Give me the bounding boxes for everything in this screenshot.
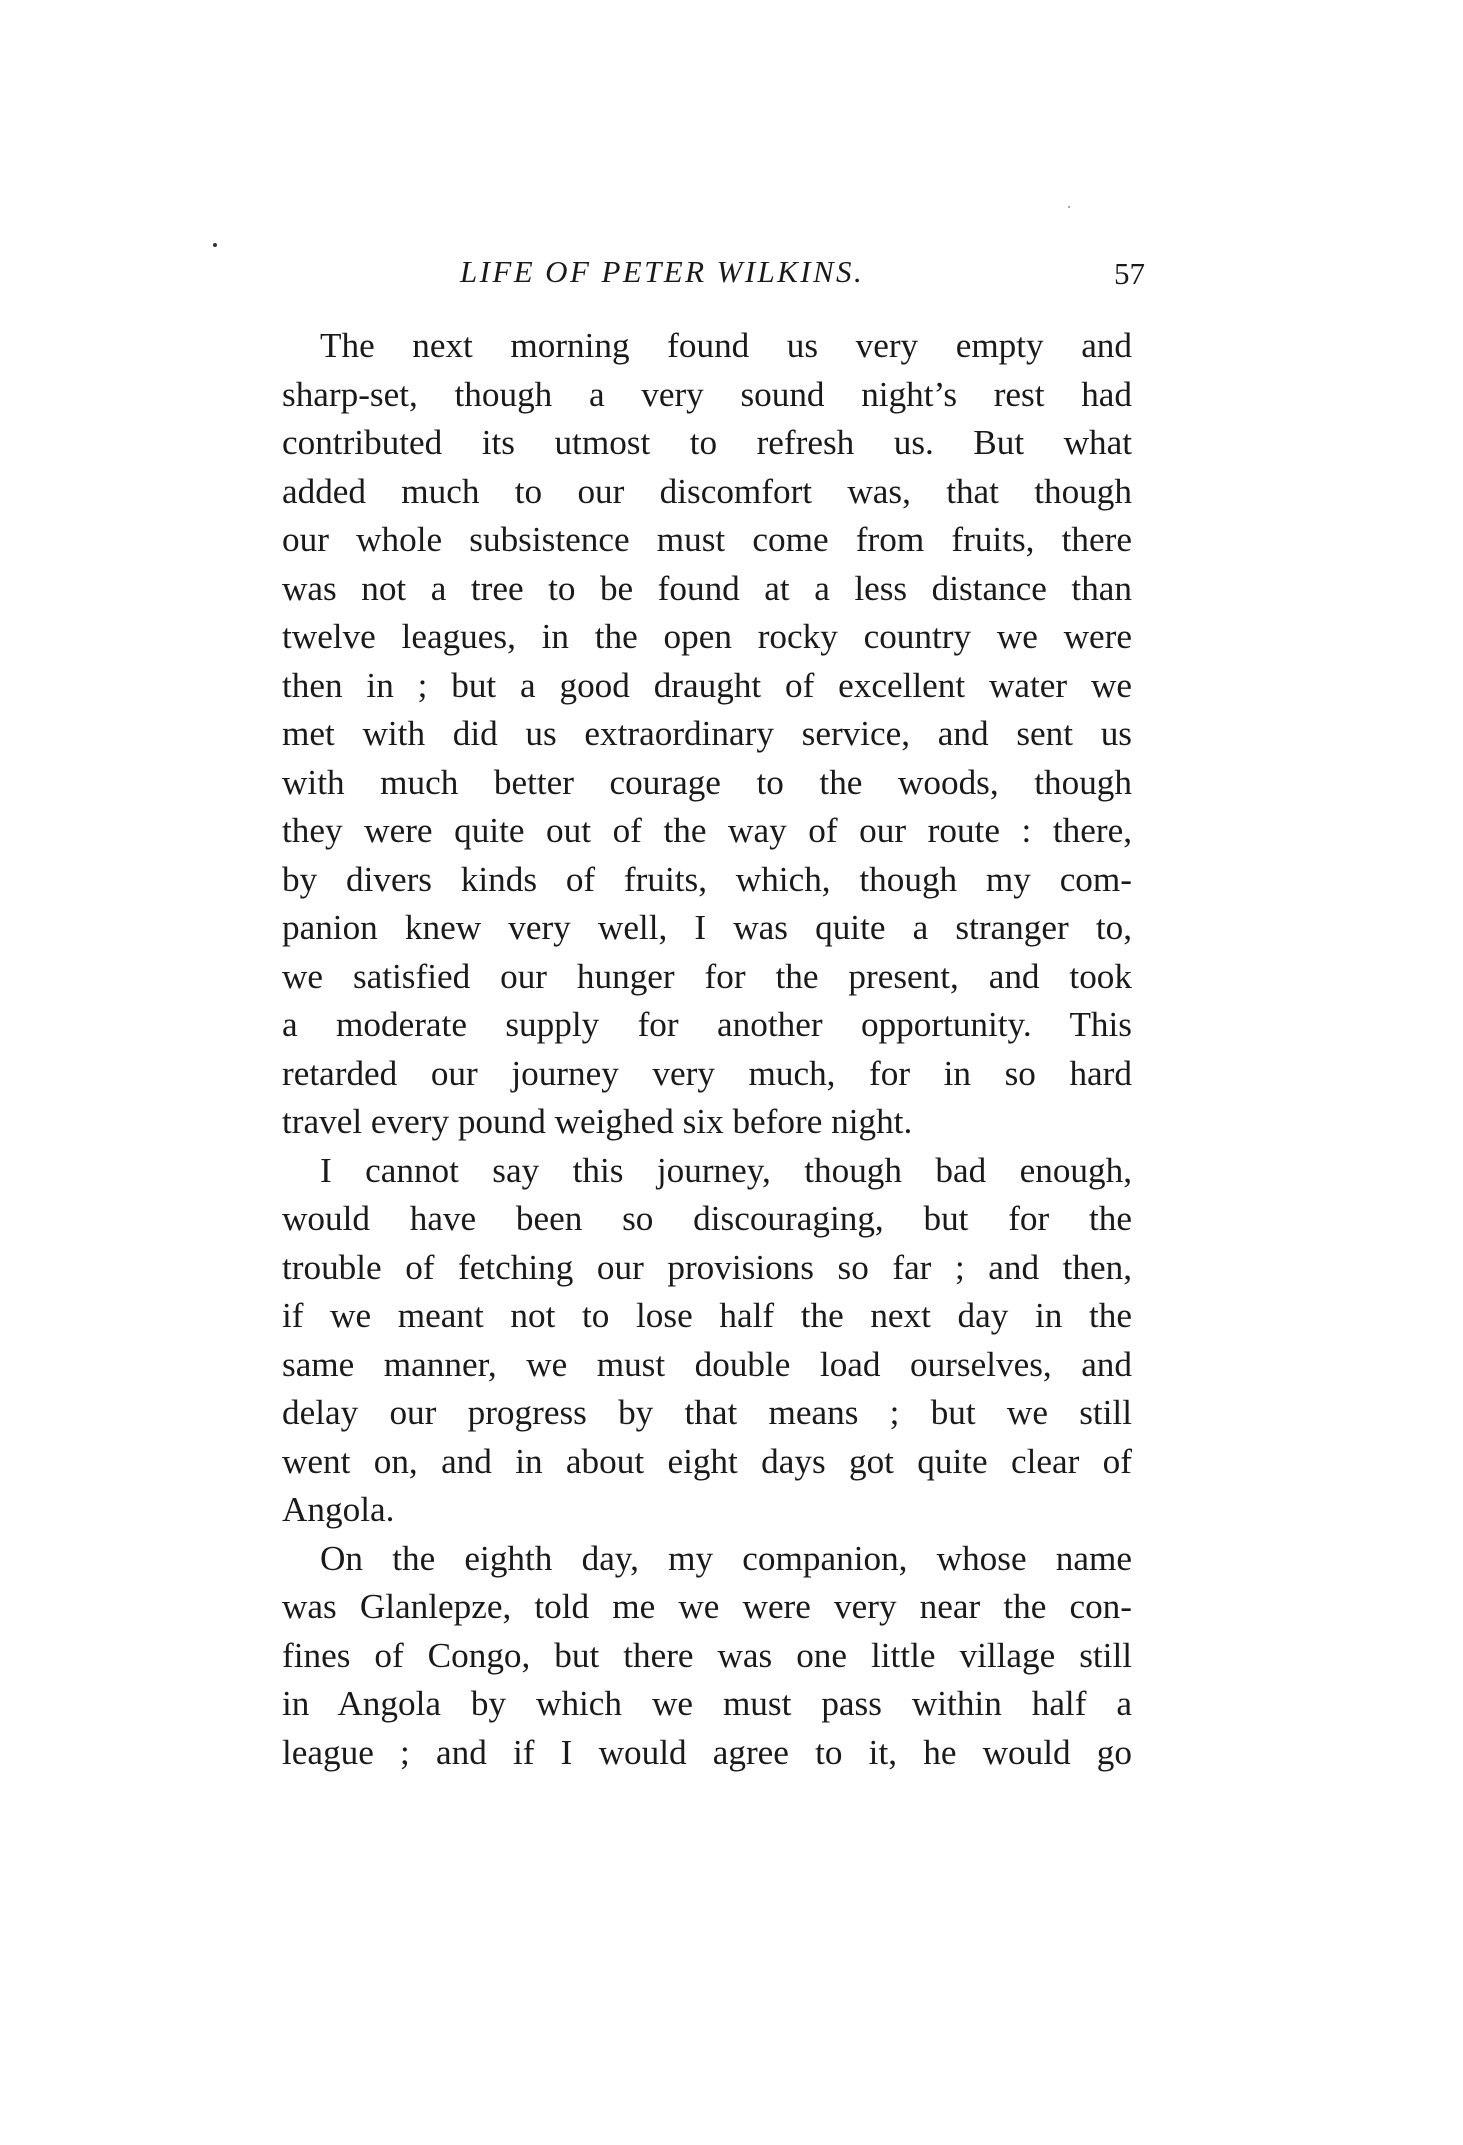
text-line: retarded our journey very much, for in so hard	[282, 1053, 1132, 1093]
text-line: fines of Congo, but there was one little village still	[282, 1635, 1132, 1675]
text-line: we satisfied our hunger for the present, and took	[282, 956, 1132, 996]
text-line: delay our progress by that means ; but we still	[282, 1393, 1132, 1432]
print-speck	[1068, 206, 1070, 208]
body-text	[282, 322, 1132, 1777]
text-line: twelve leagues, in the open rocky country we were	[282, 617, 1132, 656]
text-line: same manner, we must double load ourselves, and	[282, 1344, 1132, 1384]
text-line: trouble of fetching our provisions so far ; and then,	[282, 1247, 1132, 1287]
text-line: travel every pound weighed six before night.	[282, 1102, 913, 1141]
running-title: LIFE OF PETER WILKINS.	[460, 254, 865, 289]
text-line: they were quite out of the way of our route : there,	[282, 811, 1132, 850]
page-number: 57	[1114, 256, 1145, 291]
text-line: in Angola by which we must pass within half a	[282, 1684, 1132, 1723]
text-line: added much to our discomfort was, that though	[282, 471, 1132, 511]
text-line: our whole subsistence must come from fruits, there	[282, 520, 1132, 559]
text-line: contributed its utmost to refresh us. But what	[282, 423, 1132, 462]
page-header	[280, 252, 1145, 308]
text-line: was not a tree to be found at a less distance than	[282, 568, 1132, 608]
text-line: I cannot say this journey, though bad enough,	[320, 1150, 1132, 1190]
text-line: The next morning found us very empty and	[320, 326, 1132, 365]
text-line: was Glanlepze, told me we were very near the con-	[282, 1587, 1132, 1626]
text-line: league ; and if I would agree to it, he would go	[282, 1732, 1132, 1772]
text-line: a moderate supply for another opportunity. This	[282, 1005, 1132, 1044]
text-line: went on, and in about eight days got quite clear of	[282, 1441, 1132, 1481]
text-line: Angola.	[282, 1490, 395, 1529]
text-line: if we meant not to lose half the next day in the	[282, 1296, 1132, 1335]
text-line: panion knew very well, I was quite a stranger to,	[282, 908, 1132, 947]
text-line: met with did us extraordinary service, and sent us	[282, 714, 1132, 753]
text-line: by divers kinds of fruits, which, though my com-	[282, 859, 1132, 899]
text-line: with much better courage to the woods, though	[282, 762, 1132, 802]
print-speck	[213, 243, 217, 247]
text-line: would have been so discouraging, but for the	[282, 1199, 1132, 1238]
text-line: sharp-set, though a very sound night’s rest had	[282, 374, 1132, 414]
text-line: then in ; but a good draught of excellent water we	[282, 665, 1132, 705]
text-line: On the eighth day, my companion, whose name	[320, 1538, 1132, 1578]
